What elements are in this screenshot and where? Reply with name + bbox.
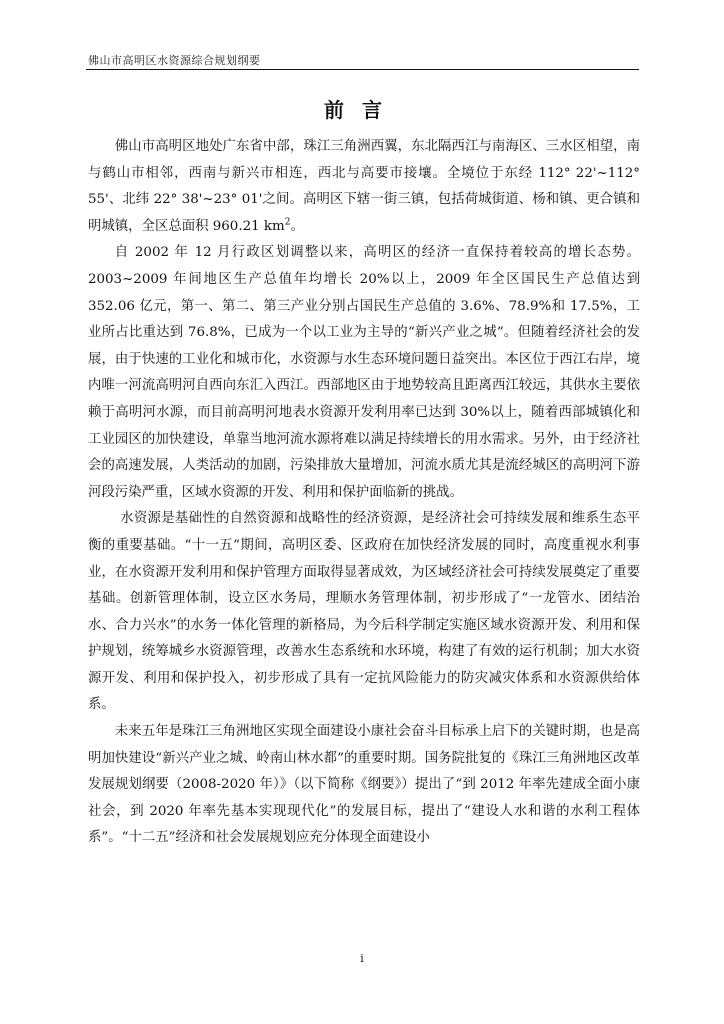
paragraph-3: 水资源是基础性的自然资源和战略性的经济资源，是经济社会可持续发展和维系生态平衡的重要基础。“十一五”期间，高明区委、区政府在加快经济发展的同时，高度重视水利事业，在水资源开发利用和保护管理方面取得显著成效，为区域经济社会可持续发展奠定了重要基础。创新管理体制，设立区水务局，理顺水务管理体制，初步形成了“一龙管水、团结治水、合力兴水”的水务一体化管理的新格局，为今后科学制定实施区域水资源开发、利用和保护规划，统筹城乡水资源管理，改善水生态系统和水环境，构建了有效的运行机制；加大水资源开发、利用和保护投入，初步形成了具有一定抗风险能力的防灾减灾体系和水资源供给体系。 xyxy=(88,511,640,713)
paragraph-1 xyxy=(88,134,640,240)
paragraph-1-end: 。 xyxy=(290,218,304,234)
paragraph-2: 自 2002 年 12 月行政区划调整以来，高明区的经济一直保持着较高的增长态势。2003~2009 年间地区生产总值年均增长 20%以上，2009 年全区国民生产总值达到 352.06 亿元，第一、第二、第三产业分别占国民生产总值的 3.6%、78.9%和 17.5%，工业所占比重达到 76.8%，已成为一个以工业为主导的“新兴产业之城”。但随着经济社会的发展，由于快速的工业化和城市化，水资源与水生态环境问题日益突出。本区位于西江右岸，境内唯一河流高明河自西向东汇入西江。西部地区由于地势较高且距离西江较远，其供水主要依赖于高明河水源，而目前高明河地表水资源开发利用率已达到 30%以上，随着西部城镇化和工业园区的加快建设，单靠当地河流水源将难以满足持续增长的用水需求。另外，由于经济社会的高速发展，人类活动的加剧，污染排放大量增加，河流水质尤其是流经城区的高明河下游河段污染严重，区域水资源的开发、利用和保护面临新的挑战。 xyxy=(88,245,640,500)
header-rule xyxy=(86,69,639,70)
area-unit-superscript: 2 xyxy=(284,217,291,228)
page-title: 前言 xyxy=(324,98,400,122)
running-header: 佛山市高明区水资源综合规划纲要 xyxy=(88,54,261,67)
body-text xyxy=(88,134,640,852)
paragraph-1-text: 佛山市高明区地处广东省中部，珠江三角洲西翼，东北隔西江与南海区、三水区相望，南与鹤山市相邻，西南与新兴市相连，西北与高要市接壤。全境位于东经 112° 22'~112° 55'、北纬 22° 38'~23° 01'之间。高明区下辖一街三镇，包括荷城街道、杨和镇、更合镇和明城镇，全区总面积 960.21 km xyxy=(88,139,640,234)
paragraph-4: 未来五年是珠江三角洲地区实现全面建设小康社会奋斗目标承上启下的关键时期，也是高明加快建设“新兴产业之城、岭南山林水都”的重要时期。国务院批复的《珠江三角洲地区改革发展规划纲要（2008-2020 年）》（以下简称《纲要》）提出了“到 2012 年率先建成全面小康社会，到 2020 年率先基本实现现代化”的发展目标，提出了“建设人水和谐的水利工程体系”。“十二五”经济和社会发展规划应充分体现全面建设小 xyxy=(88,724,640,846)
page-number: i xyxy=(360,952,364,965)
